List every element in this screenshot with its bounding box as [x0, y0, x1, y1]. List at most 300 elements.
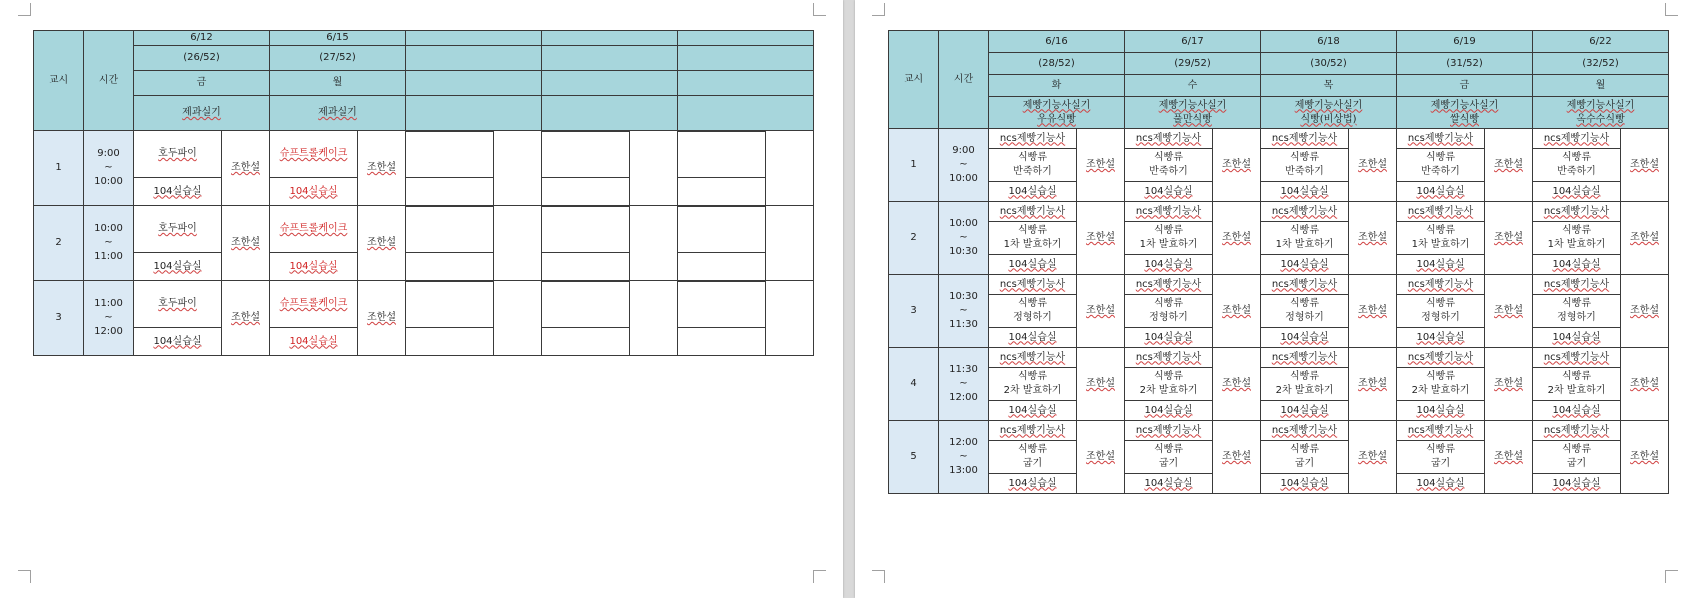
class-topic-cell — [1533, 149, 1621, 182]
class-topic-cell — [270, 281, 358, 328]
room-cell — [1261, 255, 1349, 275]
room-name: 104실습실 — [1144, 258, 1193, 270]
period-cell — [34, 206, 84, 281]
weekday-text: 금 — [196, 77, 207, 88]
class-topic: 식빵류 — [1562, 225, 1591, 236]
header-week — [678, 46, 814, 71]
date-text: 6/17 — [1181, 35, 1204, 47]
class-topic-cell — [1125, 441, 1213, 474]
class-topic-cell — [1261, 149, 1349, 182]
week-text: (28/52) — [1038, 57, 1075, 69]
teacher-name: 조한설 — [231, 312, 260, 323]
class-topic-cell — [1261, 222, 1349, 255]
class-topic-cell — [1261, 295, 1349, 328]
header-week — [1397, 53, 1533, 75]
teacher-name: 조한설 — [1358, 159, 1387, 170]
header-time-label: 시간 — [98, 74, 119, 86]
subject-detail-text: 우유식빵 — [1037, 113, 1076, 125]
room-cell — [1125, 182, 1213, 202]
class-topic: 식빵류 — [1018, 371, 1047, 382]
class-topic-cell — [270, 206, 358, 253]
period-cell — [889, 129, 939, 202]
weekday-text: 화 — [1051, 79, 1062, 91]
header-weekday — [989, 75, 1125, 97]
empty-cell — [406, 132, 494, 178]
subject-text: 제빵기능사실기 — [1158, 99, 1227, 111]
header-date — [1397, 31, 1533, 53]
room-cell — [134, 253, 222, 281]
teacher-name: 조한설 — [1494, 232, 1523, 243]
header-date — [270, 31, 406, 46]
teacher-cell — [1621, 348, 1669, 421]
empty-cell — [406, 328, 494, 356]
room-name: 104실습실 — [1144, 404, 1193, 416]
header-subject — [678, 96, 814, 131]
header-period-label: 교시 — [48, 74, 69, 86]
empty-cell — [406, 282, 494, 328]
class-activity: 굽기 — [1022, 458, 1043, 469]
room-name: 104실습실 — [1416, 404, 1465, 416]
time-end: 10:00 — [94, 176, 123, 187]
class-topic: 호두파이 — [158, 148, 197, 159]
class-topic: 식빵류 — [1154, 225, 1183, 236]
header-date — [989, 31, 1125, 53]
module-name: ncs제빵기능사 — [1271, 132, 1338, 144]
header-week — [406, 46, 542, 71]
teacher-name: 조한설 — [1222, 305, 1251, 316]
module-cell — [1125, 348, 1213, 368]
class-topic: 식빵류 — [1562, 444, 1591, 455]
class-activity: 2차 발효하기 — [1547, 385, 1606, 396]
period-number: 3 — [55, 312, 62, 323]
date-text: 6/22 — [1589, 35, 1612, 47]
room-name: 104실습실 — [289, 185, 338, 197]
empty-teacher-cell — [630, 131, 678, 206]
teacher-name: 조한설 — [1494, 305, 1523, 316]
week-text: (29/52) — [1174, 57, 1211, 69]
module-cell — [1533, 348, 1621, 368]
header-time-label: 시간 — [953, 73, 974, 85]
module-cell — [989, 129, 1077, 149]
empty-cell — [542, 282, 630, 328]
teacher-name: 조한설 — [1222, 378, 1251, 389]
class-topic-cell — [1125, 222, 1213, 255]
weekday-text: 목 — [1323, 79, 1334, 91]
teacher-name: 조한설 — [1630, 451, 1659, 462]
module-name: ncs제빵기능사 — [1407, 205, 1474, 217]
teacher-cell — [1077, 129, 1125, 202]
header-subject — [1261, 97, 1397, 129]
class-topic-cell — [1125, 368, 1213, 401]
empty-cell — [678, 178, 766, 206]
room-name: 104실습실 — [153, 185, 202, 197]
room-cell — [989, 182, 1077, 202]
class-activity: 정형하기 — [1421, 312, 1460, 323]
room-cell — [1533, 401, 1621, 421]
class-topic-cell — [1261, 441, 1349, 474]
table-row — [889, 421, 1669, 441]
weekday-text: 월 — [332, 77, 343, 88]
table-row — [889, 295, 1669, 328]
table-row — [889, 441, 1669, 474]
class-activity: 굽기 — [1158, 458, 1179, 469]
teacher-name: 조한설 — [1086, 378, 1115, 389]
class-topic-cell — [989, 149, 1077, 182]
margin-mark-bottom-left — [872, 570, 885, 583]
class-topic: 식빵류 — [1018, 152, 1047, 163]
room-cell — [1533, 182, 1621, 202]
table-row — [889, 182, 1669, 202]
teacher-cell — [1213, 202, 1261, 275]
module-name: ncs제빵기능사 — [1135, 205, 1202, 217]
room-name: 104실습실 — [1552, 404, 1601, 416]
module-name: ncs제빵기능사 — [999, 351, 1066, 363]
class-topic: 식빵류 — [1426, 444, 1455, 455]
class-topic: 식빵류 — [1154, 298, 1183, 309]
room-name: 104실습실 — [1144, 185, 1193, 197]
margin-mark-bottom-right — [1665, 570, 1678, 583]
weekday-text: 월 — [1595, 79, 1606, 91]
empty-cell — [406, 178, 494, 206]
room-cell — [134, 328, 222, 356]
class-activity: 반죽하기 — [1285, 166, 1324, 177]
time-end: 11:00 — [94, 251, 123, 262]
class-topic: 슈프트롤케이크 — [279, 148, 348, 159]
period-cell — [889, 275, 939, 348]
time-start: 10:00 — [94, 223, 123, 234]
teacher-cell — [1349, 202, 1397, 275]
header-time — [939, 31, 989, 129]
teacher-cell — [358, 281, 406, 356]
header-date — [678, 31, 814, 46]
teacher-name: 조한설 — [367, 162, 396, 173]
room-cell — [1533, 255, 1621, 275]
time-separator: ~ — [959, 159, 968, 170]
teacher-name: 조한설 — [1630, 378, 1659, 389]
class-topic-cell — [989, 368, 1077, 401]
module-cell — [1533, 421, 1621, 441]
class-activity: 1차 발효하기 — [1411, 239, 1470, 250]
teacher-name: 조한설 — [1358, 451, 1387, 462]
header-subject — [406, 96, 542, 131]
teacher-name: 조한설 — [1222, 159, 1251, 170]
teacher-name: 조한설 — [1222, 232, 1251, 243]
margin-mark-top-left — [872, 3, 885, 16]
class-activity: 2차 발효하기 — [1411, 385, 1470, 396]
class-topic-cell — [1397, 441, 1485, 474]
class-topic: 식빵류 — [1154, 371, 1183, 382]
module-name: ncs제빵기능사 — [1135, 132, 1202, 144]
room-name: 104실습실 — [153, 335, 202, 347]
teacher-cell — [1349, 421, 1397, 494]
time-separator: ~ — [959, 451, 968, 462]
table-row — [889, 328, 1669, 348]
time-start: 11:00 — [94, 298, 123, 309]
room-cell — [1125, 401, 1213, 421]
time-separator: ~ — [104, 312, 113, 323]
subject-text: 제빵기능사실기 — [1430, 99, 1499, 111]
class-topic-cell — [1397, 368, 1485, 401]
teacher-cell — [222, 131, 270, 206]
time-cell — [939, 202, 989, 275]
table-row — [34, 253, 814, 281]
class-topic-cell — [989, 295, 1077, 328]
period-cell — [889, 348, 939, 421]
header-date — [1261, 31, 1397, 53]
room-cell — [1125, 255, 1213, 275]
header-subject — [270, 96, 406, 131]
module-name: ncs제빵기능사 — [1135, 424, 1202, 436]
header-subject — [542, 96, 678, 131]
class-topic-cell — [1125, 295, 1213, 328]
header-date — [406, 31, 542, 46]
room-cell — [1397, 328, 1485, 348]
room-name: 104실습실 — [1552, 477, 1601, 489]
module-cell — [989, 348, 1077, 368]
header-date — [134, 31, 270, 46]
table-row — [889, 474, 1669, 494]
class-activity: 굽기 — [1566, 458, 1587, 469]
time-cell — [939, 129, 989, 202]
date-text: 6/12 — [190, 32, 213, 43]
subject-detail-text: 식빵(비상법) — [1300, 113, 1357, 125]
empty-cell — [542, 207, 630, 253]
header-week — [989, 53, 1125, 75]
teacher-cell — [1485, 348, 1533, 421]
empty-cell — [542, 253, 630, 281]
subject-text: 제빵기능사실기 — [1294, 99, 1363, 111]
teacher-cell — [222, 281, 270, 356]
module-name: ncs제빵기능사 — [1407, 132, 1474, 144]
time-start: 11:30 — [949, 364, 978, 375]
date-text: 6/16 — [1045, 35, 1068, 47]
date-text: 6/15 — [326, 32, 349, 43]
teacher-cell — [1621, 129, 1669, 202]
class-activity: 정형하기 — [1557, 312, 1596, 323]
room-cell — [1261, 474, 1349, 494]
empty-cell — [678, 328, 766, 356]
teacher-name: 조한설 — [1358, 305, 1387, 316]
room-name: 104실습실 — [1144, 477, 1193, 489]
module-cell — [1125, 129, 1213, 149]
period-cell — [34, 281, 84, 356]
module-name: ncs제빵기능사 — [999, 132, 1066, 144]
empty-cell — [678, 132, 766, 178]
class-topic: 호두파이 — [158, 298, 197, 309]
room-cell — [1261, 401, 1349, 421]
table-row — [34, 328, 814, 356]
header-date — [1533, 31, 1669, 53]
teacher-cell — [1349, 129, 1397, 202]
teacher-cell — [1077, 275, 1125, 348]
schedule-table-right — [888, 30, 1669, 494]
class-topic-cell — [1397, 295, 1485, 328]
class-topic: 식빵류 — [1018, 298, 1047, 309]
header-weekday — [1533, 75, 1669, 97]
subject-text: 제과실기 — [182, 107, 221, 118]
class-topic: 식빵류 — [1018, 444, 1047, 455]
margin-mark-top-right — [1665, 3, 1678, 16]
teacher-name: 조한설 — [231, 162, 260, 173]
module-cell — [1397, 202, 1485, 222]
module-name: ncs제빵기능사 — [1543, 351, 1610, 363]
module-name: ncs제빵기능사 — [1543, 424, 1610, 436]
module-cell — [989, 275, 1077, 295]
class-activity: 2차 발효하기 — [1139, 385, 1198, 396]
class-topic-cell — [134, 281, 222, 328]
header-week — [1125, 53, 1261, 75]
class-activity: 굽기 — [1430, 458, 1451, 469]
class-topic: 식빵류 — [1290, 225, 1319, 236]
teacher-cell — [1213, 348, 1261, 421]
week-text: (27/52) — [319, 52, 356, 63]
header-subject — [989, 97, 1125, 129]
room-name: 104실습실 — [1008, 185, 1057, 197]
teacher-cell — [1077, 202, 1125, 275]
header-time — [84, 31, 134, 131]
class-topic: 슈프트롤케이크 — [279, 298, 348, 309]
time-cell — [939, 275, 989, 348]
header-week — [270, 46, 406, 71]
table-row — [889, 368, 1669, 401]
header-week — [134, 46, 270, 71]
time-cell — [84, 131, 134, 206]
class-activity: 반죽하기 — [1421, 166, 1460, 177]
class-topic-cell — [989, 441, 1077, 474]
table-row — [889, 202, 1669, 222]
period-number: 2 — [910, 232, 917, 243]
date-text: 6/18 — [1317, 35, 1340, 47]
class-topic: 식빵류 — [1290, 371, 1319, 382]
module-name: ncs제빵기능사 — [1271, 351, 1338, 363]
time-cell — [939, 348, 989, 421]
room-name: 104실습실 — [1280, 331, 1329, 343]
subject-detail-text: 쌀식빵 — [1450, 113, 1479, 125]
header-subject — [1397, 97, 1533, 129]
period-cell — [889, 421, 939, 494]
header-subject — [134, 96, 270, 131]
header-weekday — [406, 71, 542, 96]
class-topic: 식빵류 — [1154, 152, 1183, 163]
time-start: 10:30 — [949, 291, 978, 302]
module-cell — [989, 202, 1077, 222]
module-cell — [1397, 421, 1485, 441]
time-separator: ~ — [104, 237, 113, 248]
margin-mark-bottom-left — [18, 570, 31, 583]
room-cell — [989, 401, 1077, 421]
class-topic-cell — [1533, 441, 1621, 474]
weekday-text: 금 — [1459, 79, 1470, 91]
teacher-name: 조한설 — [1086, 159, 1115, 170]
teacher-name: 조한설 — [1086, 305, 1115, 316]
header-subject — [1125, 97, 1261, 129]
empty-cell — [678, 282, 766, 328]
header-period-label: 교시 — [903, 73, 924, 85]
class-topic: 슈프트롤케이크 — [279, 223, 348, 234]
weekday-text: 수 — [1187, 79, 1198, 91]
module-cell — [1125, 421, 1213, 441]
room-name: 104실습실 — [1416, 258, 1465, 270]
week-text: (31/52) — [1446, 57, 1483, 69]
class-topic-cell — [1397, 149, 1485, 182]
table-row — [889, 255, 1669, 275]
class-activity: 정형하기 — [1149, 312, 1188, 323]
class-activity: 1차 발효하기 — [1003, 239, 1062, 250]
room-name: 104실습실 — [1280, 185, 1329, 197]
teacher-name: 조한설 — [1222, 451, 1251, 462]
teacher-cell — [1485, 421, 1533, 494]
header-period — [34, 31, 84, 131]
empty-teacher-cell — [630, 206, 678, 281]
empty-cell — [406, 253, 494, 281]
module-name: ncs제빵기능사 — [1407, 278, 1474, 290]
module-name: ncs제빵기능사 — [1135, 278, 1202, 290]
room-cell — [1125, 474, 1213, 494]
room-name: 104실습실 — [289, 260, 338, 272]
room-name: 104실습실 — [289, 335, 338, 347]
teacher-cell — [1213, 275, 1261, 348]
class-activity: 반죽하기 — [1149, 166, 1188, 177]
table-row — [34, 178, 814, 206]
table-row — [889, 149, 1669, 182]
module-name: ncs제빵기능사 — [1271, 278, 1338, 290]
time-end: 11:30 — [949, 319, 978, 330]
class-topic: 식빵류 — [1154, 444, 1183, 455]
subject-text: 제과실기 — [318, 107, 357, 118]
module-name: ncs제빵기능사 — [999, 424, 1066, 436]
module-cell — [1533, 202, 1621, 222]
empty-cell — [678, 253, 766, 281]
period-number: 3 — [910, 305, 917, 316]
margin-mark-top-right — [813, 3, 826, 16]
class-topic: 식빵류 — [1290, 152, 1319, 163]
room-cell — [1397, 474, 1485, 494]
document-page-left — [0, 0, 843, 598]
teacher-cell — [1213, 129, 1261, 202]
class-activity: 1차 발효하기 — [1275, 239, 1334, 250]
room-name: 104실습실 — [1416, 477, 1465, 489]
class-topic: 호두파이 — [158, 223, 197, 234]
header-subject — [1533, 97, 1669, 129]
room-name: 104실습실 — [1416, 331, 1465, 343]
class-activity: 반죽하기 — [1557, 166, 1596, 177]
header-weekday — [134, 71, 270, 96]
header-week — [1261, 53, 1397, 75]
room-name: 104실습실 — [1008, 331, 1057, 343]
week-text: (26/52) — [183, 52, 220, 63]
module-name: ncs제빵기능사 — [1543, 205, 1610, 217]
period-number: 5 — [910, 451, 917, 462]
subject-detail-text: 옥수수식빵 — [1576, 113, 1625, 125]
empty-cell — [678, 207, 766, 253]
period-number: 2 — [55, 237, 62, 248]
empty-teacher-cell — [494, 281, 542, 356]
room-cell — [1125, 328, 1213, 348]
module-cell — [1261, 202, 1349, 222]
teacher-cell — [1077, 348, 1125, 421]
empty-teacher-cell — [494, 206, 542, 281]
header-date — [542, 31, 678, 46]
teacher-cell — [358, 131, 406, 206]
teacher-cell — [1621, 202, 1669, 275]
teacher-name: 조한설 — [1086, 451, 1115, 462]
header-week — [542, 46, 678, 71]
teacher-name: 조한설 — [1086, 232, 1115, 243]
module-name: ncs제빵기능사 — [1271, 205, 1338, 217]
teacher-name: 조한설 — [1630, 232, 1659, 243]
class-activity: 반죽하기 — [1013, 166, 1052, 177]
teacher-name: 조한설 — [1494, 159, 1523, 170]
